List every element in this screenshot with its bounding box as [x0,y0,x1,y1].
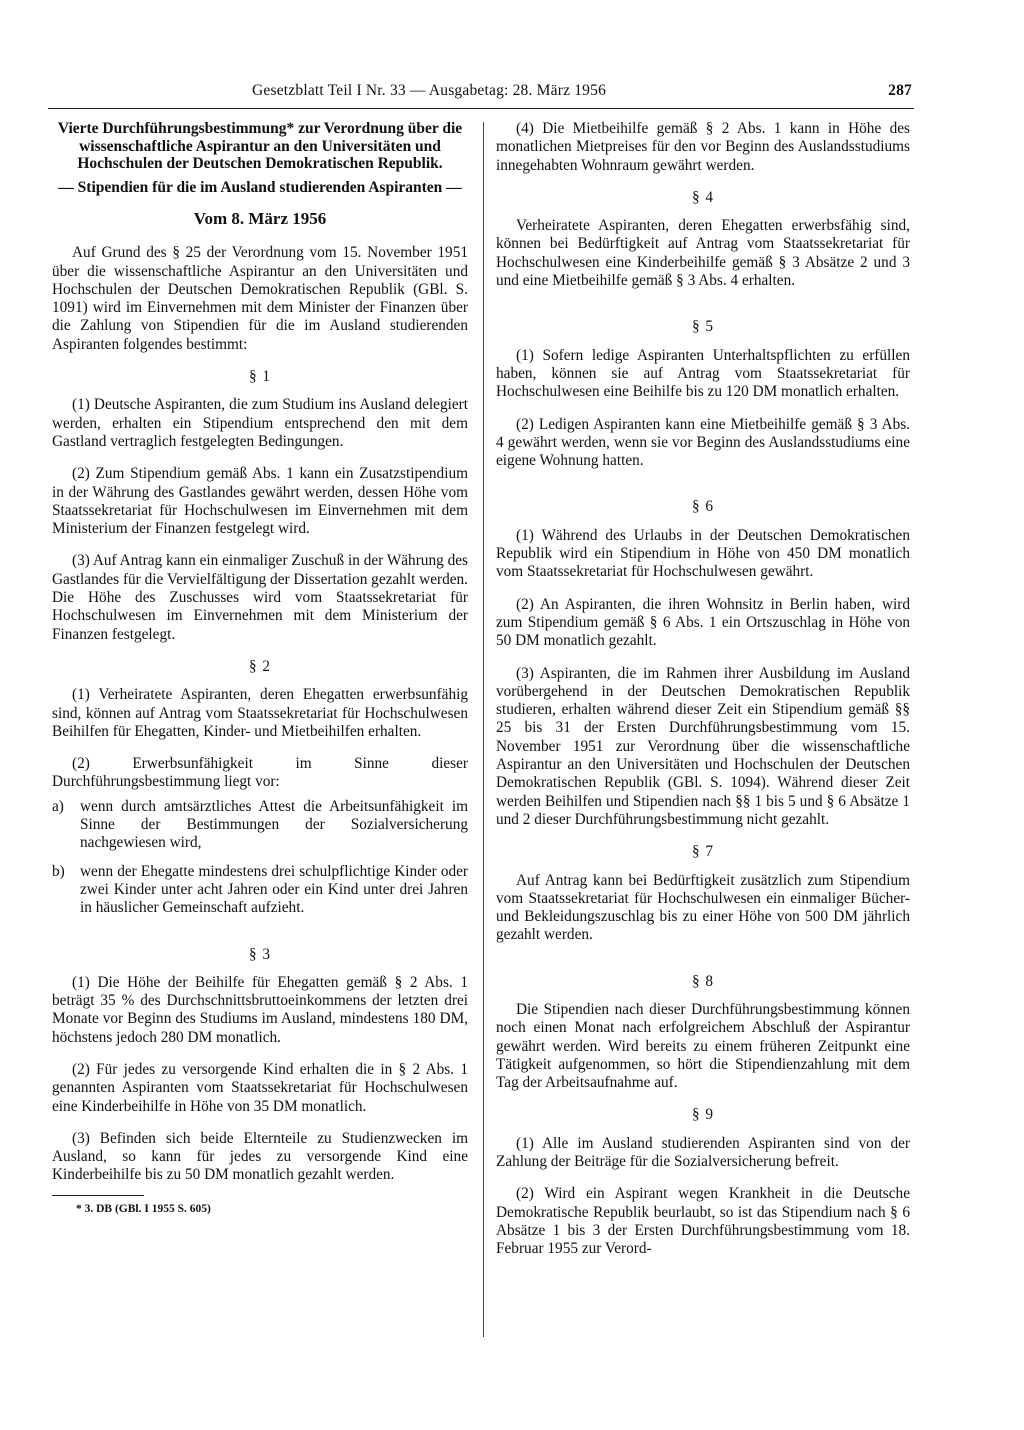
section-6-para-1: (1) Während des Urlaubs in der Deutschen Demokratischen Republik wird ein Stipendium in Höhe von 450 DM monatlich vom Staatssekretariat für Hochschulwesen gewährt. [496,526,910,581]
section-1-title: § 1 [248,368,272,386]
section-8-title: § 8 [691,972,715,990]
item-b-text: wenn der Ehegatte mindestens drei schulpflichtige Kinder oder zwei Kinder unter acht Jahren oder ein Kind unter drei Jahren in häuslicher Gemeinschaft aufzieht. [80,862,468,917]
section-7-para-1: Auf Antrag kann bei Bedürftigkeit zusätzlich zum Stipendium vom Staatssekretariat für Hochschulwesen ein einmaliger Bücher- und Bekleidungszuschlag bis zu einer Höhe von 500 DM jährlich gezahlt werden. [496,871,910,944]
footnote-rule [52,1195,144,1196]
section-2-item-a [52,798,468,853]
preamble: Auf Grund des § 25 der Verordnung vom 15. November 1951 über die wissenschaftliche Aspirantur an den Universitäten und Hochschulen der Deutschen Demokratischen Republik (GBl. S. 1091) wird im Einvernehmen mit dem Minister der Finanzen über die Zahlung von Stipendien für die im Ausland studierenden Aspiranten folgendes bestimmt: [52,244,468,353]
footnote: * 3. DB (GBl. I 1955 S. 605) [76,1202,211,1215]
section-6-title: § 6 [691,498,715,516]
section-6-para-3: (3) Aspiranten, die im Rahmen ihrer Ausbildung im Ausland vorübergehend in der Deutschen Demokratischen Republik studieren, erhalten während dieser Zeit ein Stipendium gemäß §§ 25 bis 31 der Ersten Durchführungsbestimmung vom 15. November 1951 zur Verordnung über die wissenschaftliche Aspirantur an den Universitäten und Hochschulen der Deutschen Demokratischen Republik (GBl. S. 1094). Während dieser Zeit werden Beihilfen und Stipendien nach §§ 1 bis 5 und § 6 Absätze 1 und 2 dieser Durchführungsbestimmung nicht gezahlt. [496,664,910,828]
page-number: 287 [888,82,912,99]
section-8-para-1: Die Stipendien nach dieser Durchführungsbestimmung können noch einen Monat nach erfolgreichem Abschluß der Aspirantur gewährt werden. Wird bereits zu einem früheren Zeitpunkt eine Tätigkeit aufgenommen, so hört die Stipendienzahlung mit dem Tag der Arbeitsaufnahme auf. [496,1000,910,1092]
left-column [52,120,468,1218]
document-subheading: — Stipendien für die im Ausland studierenden Aspiranten — [58,178,462,196]
section-3-para-2: (2) Für jedes zu versorgende Kind erhalten die in § 2 Abs. 1 genannten Aspiranten vom Staatssekretariat für Hochschulwesen eine Kinderbeihilfe in Höhe von 35 DM monatlich. [52,1060,468,1115]
right-column [496,120,910,1273]
section-2-para-1: (1) Verheiratete Aspiranten, deren Ehegatten erwerbsunfähig sind, können auf Antrag vom Staatssekretariat für Hochschulwesen Beihilfen für Ehegatten, Kinder- und Mietbeihilfen erhalten. [52,686,468,740]
section-2-para-2: (2) Erwerbsunfähigkeit im Sinne dieser Durchführungsbestimmung liegt vor: [52,755,468,791]
section-5-para-2: (2) Ledigen Aspiranten kann eine Mietbeihilfe gemäß § 3 Abs. 4 gewährt werden, wenn sie vor Beginn des Auslandsstudiums eine eigene Wohnung hatten. [496,415,910,470]
section-3-title: § 3 [248,945,272,963]
header-title: Gesetzblatt Teil I Nr. 33 — Ausgabetag: 28. März 1956 [252,82,607,99]
column-divider [483,122,484,1337]
item-a-label: a) [52,797,64,815]
section-1-para-2: (2) Zum Stipendium gemäß Abs. 1 kann ein Zusatzstipendium in der Währung des Gastlandes gewährt werden, dessen Höhe vom Staatssekretariat für Hochschulwesen im Einvernehmen mit dem Ministerium der Finanzen festgelegt wird. [52,465,468,538]
item-a-text: wenn durch amtsärztliches Attest die Arbeitsunfähigkeit im Sinne der Bestimmungen der Sozialversicherung nachgewiesen wird, [80,797,468,852]
section-5-title: § 5 [691,318,715,336]
section-1-para-3: (3) Auf Antrag kann ein einmaliger Zuschuß in der Währung des Gastlandes für die Vervielfältigung der Dissertation gezahlt werden. Die Höhe des Zuschusses wird vom Staatssekretariat für Hochschulwesen im Einvernehmen mit dem Ministerium der Finanzen festgelegt. [52,552,468,643]
section-3-para-1: (1) Die Höhe der Beihilfe für Ehegatten gemäß § 2 Abs. 1 beträgt 35 % des Durchschnittsbruttoeinkommens der letzten drei Monate vor Beginn des Studiums im Ausland, mindestens 180 DM, höchstens jedoch 280 DM monatlich. [52,973,468,1046]
section-5-para-1: (1) Sofern ledige Aspiranten Unterhaltspflichten zu erfüllen haben, können sie auf Antrag vom Staatssekretariat für Hochschulwesen eine Beihilfe bis zu 120 DM monatlich erhalten. [496,346,910,401]
section-9-title: § 9 [691,1106,715,1124]
section-7-title: § 7 [691,843,715,861]
section-2-title: § 2 [248,657,272,675]
section-6-para-2: (2) An Aspiranten, die ihren Wohnsitz in Berlin haben, wird zum Stipendium gemäß § 6 Abs. 1 ein Ortszuschlag in Höhe von 50 DM monatlich gezahlt. [496,595,910,650]
section-4-title: § 4 [691,188,715,206]
document-heading: Vierte Durchführungsbestimmung* zur Verordnung über die wissenschaftliche Aspirantur an den Universitäten und Hochschulen der Deutschen Demokratischen Republik. [57,120,463,172]
section-9-para-1: (1) Alle im Ausland studierenden Aspiranten sind von der Zahlung der Beiträge für die Sozialversicherung befreit. [496,1134,910,1171]
header-rule [48,108,914,109]
section-9-para-2: (2) Wird ein Aspirant wegen Krankheit in die Deutsche Demokratische Republik beurlaubt, so ist das Stipendium nach § 6 Absätze 1 bis 3 der Ersten Durchführungsbestimmung vom 18. Februar 1955 zur Verord- [496,1185,910,1258]
document-date: Vom 8. März 1956 [193,209,327,228]
section-2-item-b [52,863,468,918]
item-b-label: b) [52,862,65,880]
section-3-para-4: (4) Die Mietbeihilfe gemäß § 2 Abs. 1 kann in Höhe des monatlichen Mietpreises für den vor Beginn des Auslandsstudiums innegehabten Wohnraum gewährt werden. [496,120,910,174]
section-1-para-1: (1) Deutsche Aspiranten, die zum Studium ins Ausland delegiert werden, erhalten ein Stipendium entsprechend den mit dem Gastland vertraglich festgelegten Bedingungen. [52,396,468,450]
section-4-para-1: Verheiratete Aspiranten, deren Ehegatten erwerbsfähig sind, können bei Bedürftigkeit auf Antrag vom Staatssekretariat für Hochschulwesen eine Kinderbeihilfe gemäß § 3 Absätze 2 und 3 und eine Mietbeihilfe gemäß § 3 Abs. 4 erhalten. [496,217,910,290]
section-3-para-3: (3) Befinden sich beide Elternteile zu Studienzwecken im Ausland, so kann für jedes zu versorgende Kind eine Kinderbeihilfe bis zu 50 DM monatlich gezahlt werden. [52,1129,468,1184]
page-header [252,82,912,106]
